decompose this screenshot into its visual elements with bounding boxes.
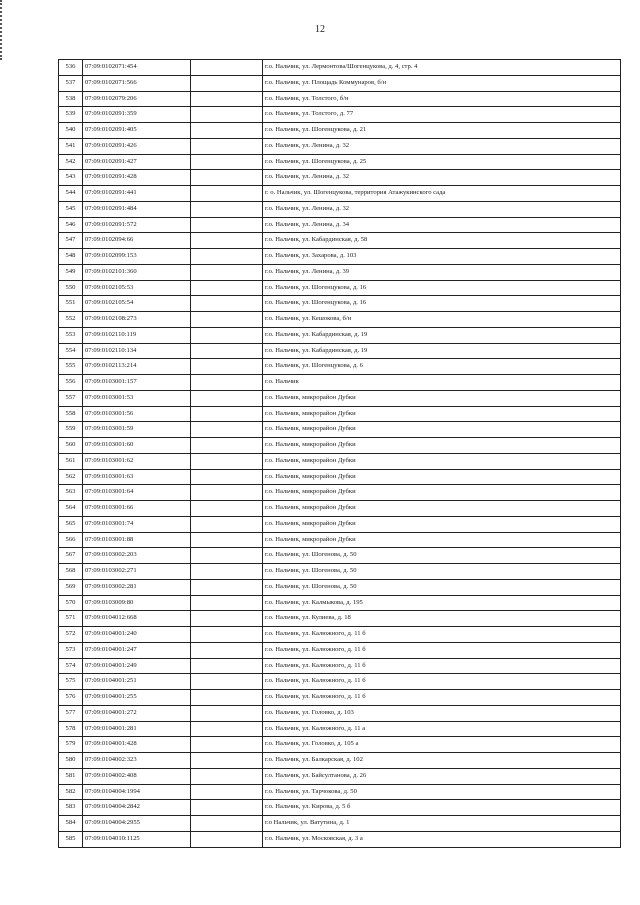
cadastral-number: 07:09:0103009:80	[83, 595, 191, 611]
table-row	[59, 154, 621, 170]
table-row	[59, 674, 621, 690]
cadastral-number: 07:09:0104001:251	[83, 674, 191, 690]
empty-cell	[191, 312, 263, 328]
address: г.о. Нальчик, микрорайон Дубки	[263, 438, 621, 454]
address: г.о. Нальчик, микрорайон Дубки	[263, 469, 621, 485]
cadastral-number: 07:09:0104001:249	[83, 658, 191, 674]
address: г.о. Нальчик, ул. Калмыкова, д. 195	[263, 595, 621, 611]
empty-cell	[191, 579, 263, 595]
empty-cell	[191, 75, 263, 91]
row-number: 565	[59, 516, 83, 532]
cadastral-number: 07:09:0103001:64	[83, 485, 191, 501]
address: г.о. Нальчик, ул. Кирова, д. 5 б	[263, 800, 621, 816]
address: г.о. Нальчик, микрорайон Дубки	[263, 406, 621, 422]
address: г.о. Нальчик, ул. Тарчокова, д. 50	[263, 784, 621, 800]
row-number: 567	[59, 548, 83, 564]
address: г. о. Нальчик, ул. Шогенцукова, территория Атажукинского сада	[263, 186, 621, 202]
cadastral-number: 07:09:0104001:281	[83, 721, 191, 737]
table-row	[59, 501, 621, 517]
cadastral-number: 07:09:0104004:2955	[83, 816, 191, 832]
empty-cell	[191, 138, 263, 154]
address: г.о. Нальчик, ул. Кабардинская, д. 19	[263, 327, 621, 343]
cadastral-number: 07:09:0103001:74	[83, 516, 191, 532]
row-number: 547	[59, 233, 83, 249]
cadastral-number: 07:09:0103001:63	[83, 469, 191, 485]
row-number: 555	[59, 359, 83, 375]
empty-cell	[191, 375, 263, 391]
row-number: 538	[59, 91, 83, 107]
row-number: 569	[59, 579, 83, 595]
address: г.о. Нальчик, ул. Площадь Коммунаров, б/н	[263, 75, 621, 91]
cadastral-number: 07:09:0104001:255	[83, 690, 191, 706]
address: г.о. Нальчик, ул. Ленина, д. 39	[263, 264, 621, 280]
row-number: 576	[59, 690, 83, 706]
cadastral-number: 07:09:0102091:426	[83, 138, 191, 154]
row-number: 550	[59, 280, 83, 296]
empty-cell	[191, 501, 263, 517]
row-number: 559	[59, 422, 83, 438]
row-number: 582	[59, 784, 83, 800]
table-row	[59, 753, 621, 769]
row-number: 557	[59, 390, 83, 406]
cadastral-number: 07:09:0103001:66	[83, 501, 191, 517]
table-row	[59, 705, 621, 721]
address: г.о. Нальчик, ул. Шогенова, д. 50	[263, 579, 621, 595]
table-row	[59, 784, 621, 800]
row-number: 561	[59, 453, 83, 469]
cadastral-number: 07:09:0104002:408	[83, 768, 191, 784]
row-number: 566	[59, 532, 83, 548]
cadastral-number: 07:09:0102091:484	[83, 201, 191, 217]
table-row	[59, 532, 621, 548]
table-row	[59, 264, 621, 280]
row-number: 539	[59, 107, 83, 123]
empty-cell	[191, 784, 263, 800]
address: г.о Нальчик, ул. Ватутина, д. 1	[263, 816, 621, 832]
table-body	[59, 60, 621, 848]
cadastral-number: 07:09:0103001:60	[83, 438, 191, 454]
cadastral-number: 07:09:0102094:66	[83, 233, 191, 249]
table-row	[59, 642, 621, 658]
address: г.о. Нальчик, микрорайон Дубки	[263, 453, 621, 469]
empty-cell	[191, 453, 263, 469]
empty-cell	[191, 107, 263, 123]
table-row	[59, 548, 621, 564]
row-number: 540	[59, 123, 83, 139]
address: г.о. Нальчик, ул. Ленина, д. 32	[263, 138, 621, 154]
address: г.о. Нальчик, ул. Толстого, д. 77	[263, 107, 621, 123]
address: г.о. Нальчик, ул. Шогенцукова, д. 16	[263, 280, 621, 296]
table-row	[59, 138, 621, 154]
address: г.о. Нальчик, ул. Калюжного, д. 11 б	[263, 690, 621, 706]
empty-cell	[191, 674, 263, 690]
table-row	[59, 438, 621, 454]
empty-cell	[191, 564, 263, 580]
cadastral-number: 07:09:0104001:272	[83, 705, 191, 721]
empty-cell	[191, 721, 263, 737]
cadastral-number: 07:09:0104002:323	[83, 753, 191, 769]
address: г.о. Нальчик, ул. Ленина, д. 32	[263, 201, 621, 217]
table-row	[59, 579, 621, 595]
address: г.о. Нальчик, микрорайон Дубки	[263, 422, 621, 438]
empty-cell	[191, 800, 263, 816]
table-row	[59, 737, 621, 753]
cadastral-number: 07:09:0103001:59	[83, 422, 191, 438]
row-number: 546	[59, 217, 83, 233]
cadastral-number: 07:09:0103001:88	[83, 532, 191, 548]
address: г.о. Нальчик, ул. Калюжного, д. 11 б	[263, 627, 621, 643]
table-row	[59, 658, 621, 674]
row-number: 581	[59, 768, 83, 784]
cadastral-number: 07:09:0103001:56	[83, 406, 191, 422]
table-row	[59, 233, 621, 249]
row-number: 543	[59, 170, 83, 186]
empty-cell	[191, 233, 263, 249]
address: г.о. Нальчик, ул. Захарова, д. 103	[263, 249, 621, 265]
cadastral-number: 07:09:0104012:668	[83, 611, 191, 627]
empty-cell	[191, 264, 263, 280]
address: г.о. Нальчик, ул. Шогенова, д. 50	[263, 548, 621, 564]
empty-cell	[191, 359, 263, 375]
table-row	[59, 768, 621, 784]
empty-cell	[191, 548, 263, 564]
empty-cell	[191, 469, 263, 485]
table-row	[59, 485, 621, 501]
table-row	[59, 564, 621, 580]
table-row	[59, 170, 621, 186]
cadastral-number: 07:09:0102079:206	[83, 91, 191, 107]
table-row	[59, 296, 621, 312]
cadastral-number: 07:09:0103001:53	[83, 390, 191, 406]
table-row	[59, 201, 621, 217]
empty-cell	[191, 327, 263, 343]
empty-cell	[191, 595, 263, 611]
row-number: 554	[59, 343, 83, 359]
address: г.о. Нальчик, ул. Ленина, д. 32	[263, 170, 621, 186]
empty-cell	[191, 705, 263, 721]
cadastral-number: 07:09:0103002:271	[83, 564, 191, 580]
empty-cell	[191, 737, 263, 753]
empty-cell	[191, 611, 263, 627]
row-number: 573	[59, 642, 83, 658]
address: г.о. Нальчик, ул. Калюжного, д. 11 а	[263, 721, 621, 737]
table-row	[59, 359, 621, 375]
cadastral-number: 07:09:0102110:134	[83, 343, 191, 359]
cadastral-number: 07:09:0103002:281	[83, 579, 191, 595]
empty-cell	[191, 658, 263, 674]
empty-cell	[191, 690, 263, 706]
table-row	[59, 186, 621, 202]
table-row	[59, 406, 621, 422]
address: г.о. Нальчик, ул. Калюжного, д. 11 б	[263, 642, 621, 658]
address: г.о. Нальчик, ул. Шогенцукова, д. 21	[263, 123, 621, 139]
cadastral-number: 07:09:0102091:359	[83, 107, 191, 123]
table-row	[59, 60, 621, 76]
empty-cell	[191, 217, 263, 233]
cadastral-number: 07:09:0102091:441	[83, 186, 191, 202]
empty-cell	[191, 60, 263, 76]
address: г.о. Нальчик, ул. Шогенцукова, д. 6	[263, 359, 621, 375]
table-row	[59, 375, 621, 391]
row-number: 578	[59, 721, 83, 737]
table-row	[59, 516, 621, 532]
empty-cell	[191, 249, 263, 265]
cadastral-number: 07:09:0102091:405	[83, 123, 191, 139]
table-row	[59, 800, 621, 816]
row-number: 568	[59, 564, 83, 580]
row-number: 544	[59, 186, 83, 202]
address: г.о. Нальчик, ул. Кабардинская, д. 58	[263, 233, 621, 249]
row-number: 571	[59, 611, 83, 627]
row-number: 549	[59, 264, 83, 280]
address: г.о. Нальчик, ул. Московская, д. 3 а	[263, 831, 621, 847]
cadastral-number: 07:09:0102071:566	[83, 75, 191, 91]
row-number: 553	[59, 327, 83, 343]
empty-cell	[191, 753, 263, 769]
table-row	[59, 91, 621, 107]
table-row	[59, 721, 621, 737]
empty-cell	[191, 406, 263, 422]
table-row	[59, 280, 621, 296]
address: г.о. Нальчик, ул. Шогенцукова, д. 16	[263, 296, 621, 312]
cadastral-number: 07:09:0102091:428	[83, 170, 191, 186]
table-row	[59, 611, 621, 627]
row-number: 560	[59, 438, 83, 454]
cadastral-registry-table	[58, 59, 621, 848]
empty-cell	[191, 390, 263, 406]
cadastral-number: 07:09:0104001:428	[83, 737, 191, 753]
row-number: 552	[59, 312, 83, 328]
cadastral-number: 07:09:0102113:214	[83, 359, 191, 375]
cadastral-number: 07:09:0102110:119	[83, 327, 191, 343]
row-number: 575	[59, 674, 83, 690]
table-row	[59, 469, 621, 485]
address: г.о. Нальчик, ул. Головко, д. 105 а	[263, 737, 621, 753]
address: г.о. Нальчик, ул. Лермонтова/Шогенцукова, д. 4, стр. 4	[263, 60, 621, 76]
cadastral-number: 07:09:0102071:454	[83, 60, 191, 76]
empty-cell	[191, 154, 263, 170]
row-number: 574	[59, 658, 83, 674]
cadastral-number: 07:09:0104001:247	[83, 642, 191, 658]
table-row	[59, 627, 621, 643]
empty-cell	[191, 280, 263, 296]
table-row	[59, 422, 621, 438]
empty-cell	[191, 642, 263, 658]
cadastral-number: 07:09:0104004:1994	[83, 784, 191, 800]
table-row	[59, 690, 621, 706]
row-number: 562	[59, 469, 83, 485]
row-number: 579	[59, 737, 83, 753]
empty-cell	[191, 201, 263, 217]
address: г.о. Нальчик, микрорайон Дубки	[263, 532, 621, 548]
row-number: 563	[59, 485, 83, 501]
cadastral-number: 07:09:0102105:53	[83, 280, 191, 296]
empty-cell	[191, 438, 263, 454]
row-number: 585	[59, 831, 83, 847]
table-row	[59, 390, 621, 406]
table-row	[59, 123, 621, 139]
address: г.о. Нальчик, ул. Головко, д. 103	[263, 705, 621, 721]
empty-cell	[191, 627, 263, 643]
empty-cell	[191, 831, 263, 847]
empty-cell	[191, 816, 263, 832]
address: г.о. Нальчик, микрорайон Дубки	[263, 501, 621, 517]
row-number: 542	[59, 154, 83, 170]
table-row	[59, 831, 621, 847]
cadastral-number: 07:09:0102091:427	[83, 154, 191, 170]
address: г.о. Нальчик, ул. Калюжного, д. 11 б	[263, 658, 621, 674]
empty-cell	[191, 516, 263, 532]
address: г.о. Нальчик	[263, 375, 621, 391]
row-number: 577	[59, 705, 83, 721]
empty-cell	[191, 186, 263, 202]
address: г.о. Нальчик, микрорайон Дубки	[263, 485, 621, 501]
empty-cell	[191, 91, 263, 107]
row-number: 572	[59, 627, 83, 643]
row-number: 558	[59, 406, 83, 422]
table-row	[59, 816, 621, 832]
cadastral-number: 07:09:0103001:157	[83, 375, 191, 391]
empty-cell	[191, 343, 263, 359]
table-row	[59, 327, 621, 343]
cadastral-number: 07:09:0104001:240	[83, 627, 191, 643]
address: г.о. Нальчик, ул. Шогенцукова, д. 25	[263, 154, 621, 170]
empty-cell	[191, 123, 263, 139]
empty-cell	[191, 422, 263, 438]
address: г.о. Нальчик, ул. Байсултанова, д. 26	[263, 768, 621, 784]
cadastral-number: 07:09:0104010:1125	[83, 831, 191, 847]
row-number: 548	[59, 249, 83, 265]
cadastral-number: 07:09:0102091:572	[83, 217, 191, 233]
address: г.о. Нальчик, ул. Кешокова, б/н	[263, 312, 621, 328]
address: г.о. Нальчик, ул. Кулиева, д. 18	[263, 611, 621, 627]
cadastral-number: 07:09:0102105:54	[83, 296, 191, 312]
table-row	[59, 453, 621, 469]
table-row	[59, 107, 621, 123]
address: г.о. Нальчик, ул. Шогенова, д. 50	[263, 564, 621, 580]
cadastral-number: 07:09:0104004:2842	[83, 800, 191, 816]
row-number: 537	[59, 75, 83, 91]
address: г.о. Нальчик, микрорайон Дубки	[263, 516, 621, 532]
row-number: 551	[59, 296, 83, 312]
empty-cell	[191, 485, 263, 501]
table-row	[59, 249, 621, 265]
table-row	[59, 343, 621, 359]
cadastral-number: 07:09:0103001:62	[83, 453, 191, 469]
address: г.о. Нальчик, микрорайон Дубки	[263, 390, 621, 406]
row-number: 556	[59, 375, 83, 391]
empty-cell	[191, 296, 263, 312]
address: г.о. Нальчик, ул. Калюжного, д. 11 б	[263, 674, 621, 690]
table-row	[59, 595, 621, 611]
cadastral-number: 07:09:0103002:203	[83, 548, 191, 564]
address: г.о. Нальчик, ул. Балкарская, д. 102	[263, 753, 621, 769]
empty-cell	[191, 768, 263, 784]
table-row	[59, 217, 621, 233]
cadastral-number: 07:09:0102101:360	[83, 264, 191, 280]
row-number: 583	[59, 800, 83, 816]
row-number: 541	[59, 138, 83, 154]
cadastral-number: 07:09:0102099:153	[83, 249, 191, 265]
row-number: 570	[59, 595, 83, 611]
empty-cell	[191, 532, 263, 548]
row-number: 584	[59, 816, 83, 832]
address: г.о. Нальчик, ул. Кабардинская, д. 19	[263, 343, 621, 359]
row-number: 545	[59, 201, 83, 217]
table-row	[59, 75, 621, 91]
page-number: 12	[315, 24, 325, 35]
table-row	[59, 312, 621, 328]
empty-cell	[191, 170, 263, 186]
cadastral-number: 07:09:0102108:273	[83, 312, 191, 328]
row-number: 580	[59, 753, 83, 769]
row-number: 536	[59, 60, 83, 76]
row-number: 564	[59, 501, 83, 517]
address: г.о. Нальчик, ул. Ленина, д. 34	[263, 217, 621, 233]
address: г.о. Нальчик, ул. Толстого, б/н	[263, 91, 621, 107]
